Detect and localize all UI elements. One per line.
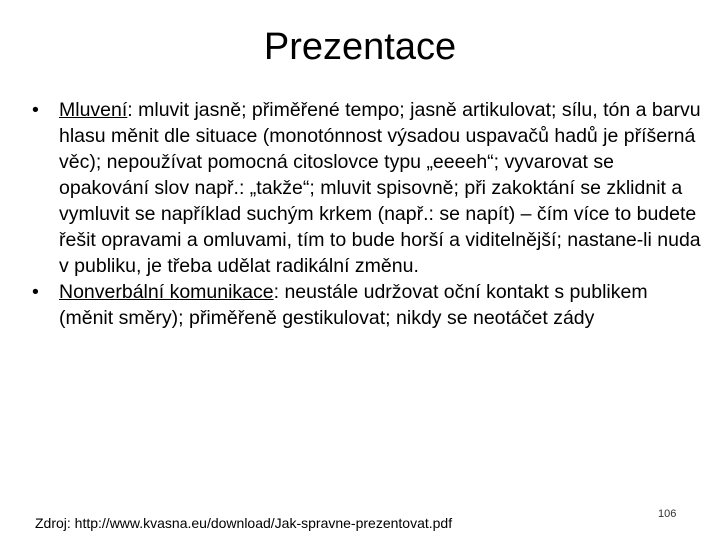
bullet-lead-nonverbal: Nonverbální komunikace: [59, 281, 274, 303]
slide-title: Prezentace: [263, 26, 457, 68]
bullet-text-speaking: : mluvit jasně; přiměřené tempo; jasně artikulovat; sílu, tón a barvu hlasu měnit dle situace (monotónnost výsadou uspavačů hadů je příšerná věc); nepoužívat pomocná citoslovce typu „eeeeh“; vyvarovat se opakování slov např.: „takže“; mluvit spisovně; při zakoktání se zklidnit a vymluvit se například suchým krkem (např.: se napít) – čím více to budete řešit opravami a omluvami, tím to bude horší a viditelnější; nastane-li nuda v publiku, je třeba udělat radikální změnu.: [59, 99, 701, 277]
page-number: 106: [658, 508, 677, 520]
bullet-text-nonverbal: : neustále udržovat oční kontakt s publikem (měnit směry); přiměřeně gestikulovat; nikdy se neotáčet zády: [59, 281, 648, 329]
bullet-item-speaking: [30, 97, 702, 279]
bullet-lead-speaking: Mluvení: [59, 99, 128, 121]
bullet-dot-icon: •: [32, 281, 39, 303]
bullet-list: [30, 97, 702, 331]
bullet-item-nonverbal: [30, 279, 702, 331]
source-citation: Zdroj: http://www.kvasna.eu/download/Jak-spravne-prezentovat.pdf: [35, 515, 453, 531]
bullet-dot-icon: •: [32, 99, 39, 121]
